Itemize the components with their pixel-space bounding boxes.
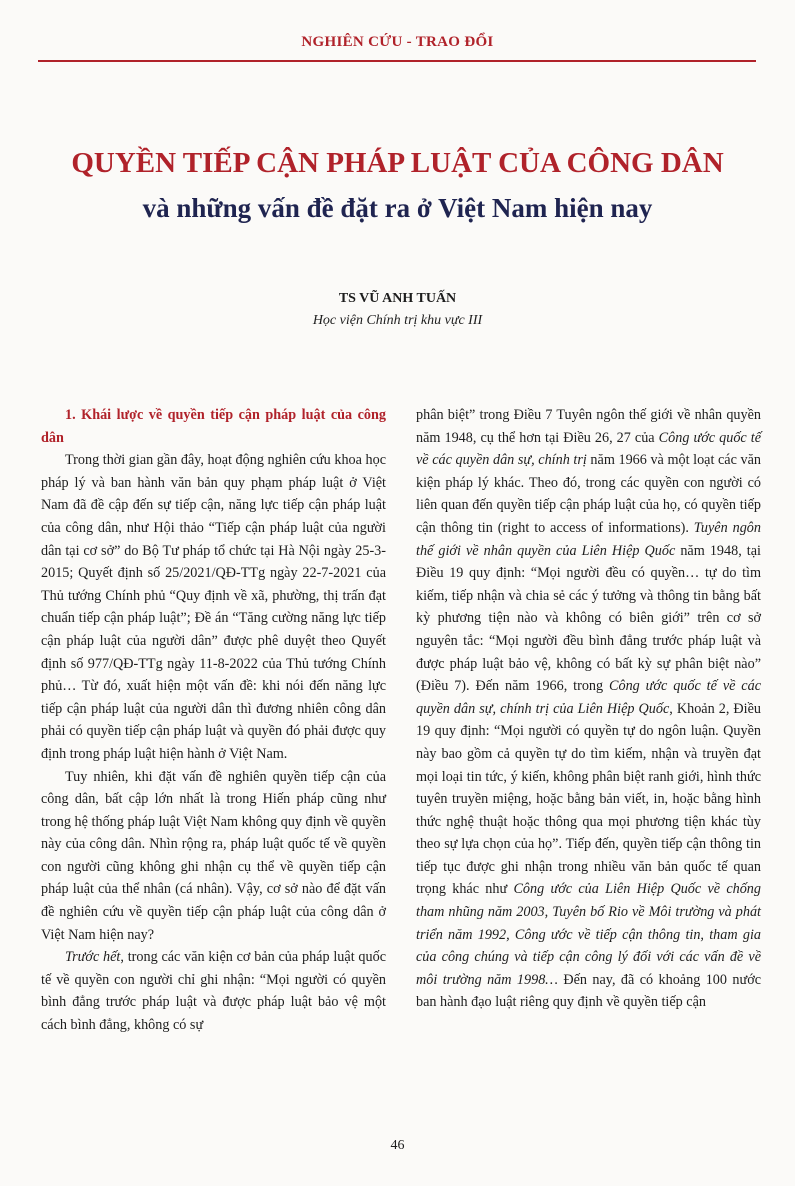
italic-run-3: Công ước quốc tế về các quyền dân sự, chính trị của Liên Hiệp Quốc	[416, 678, 761, 717]
text-run-3: năm 1948, tại Điều 19 quy định: “Mọi người đều có quyền… tự do tìm kiếm, tiếp nhận và chia sẻ các ý tưởng và thông tin bằng bất kỳ phương tiện nào và không có biên giới” trên cơ sở nguyên tắc: “Mọi người đều bình đẳng trước pháp luật và được pháp luật bảo vệ, không có bất kỳ sự phân biệt nào” (Điều 7). Đến năm 1966, trong	[416, 542, 761, 695]
paragraph-3-lead: Trước hết	[65, 949, 121, 966]
italic-run-1: Công ước quốc tế về các quyền dân sự, chính trị	[416, 429, 761, 469]
section-heading: 1. Khái lược về quyền tiếp cận pháp luật của công dân	[41, 407, 386, 446]
author-name: TS VŨ ANH TUẤN	[338, 291, 457, 306]
right-column	[416, 404, 761, 1014]
article-title: QUYỀN TIẾP CẬN PHÁP LUẬT CỦA CÔNG DÂN	[71, 147, 724, 179]
text-run-5: Đến nay, đã có khoảng 100 nước ban hành đạo luật riêng quy định về quyền tiếp cận	[416, 971, 761, 1011]
text-run-1: phân biệt” trong Điều 7 Tuyên ngôn thế giới về nhân quyền năm 1948, cụ thể hơn tại Điều 26, 27 của	[416, 407, 761, 446]
author-affiliation: Học viện Chính trị khu vực III	[312, 313, 483, 328]
section-header: NGHIÊN CỨU - TRAO ĐỔI	[301, 34, 494, 50]
paragraph-4	[416, 404, 761, 1014]
text-run-4: , Khoản 2, Điều 19 quy định: “Mọi người có quyền tự do ngôn luận. Quyền này bao gồm cả quyền tự do tìm kiếm, nhận và truyền đạt mọi loại tin tức, ý kiến, không phân biệt ranh giới, hình thức tuyên truyền miệng, hoặc bằng bản viết, in, hoặc bằng hình thức nghệ thuật hoặc thông qua mọi phương tiện khác tùy theo sự lựa chọn của họ”. Tiếp đến, quyền tiếp cận thông tin tiếp tục được ghi nhận trong nhiều văn bản quốc tế quan trọng khác như	[416, 700, 762, 898]
italic-run-4: Công ước của Liên Hiệp Quốc về chống tham nhũng năm 2003, Tuyên bố Rio về Môi trường và phát triển năm 1992, Công ước về tiếp cận thông tin, tham gia của công chúng và tiếp cận công lý đối với các vấn đề về môi trường năm 1998…	[416, 881, 761, 988]
italic-run-2: Tuyên ngôn thế giới về nhân quyền của Liên Hiệp Quốc	[416, 519, 761, 559]
left-column	[41, 404, 386, 1037]
paragraph-2: Tuy nhiên, khi đặt vấn đề nghiên quyền tiếp cận của công dân, bất cập lớn nhất là trong Hiến pháp cũng như trong hệ thống pháp luật Việt Nam không quy định về quyền này của công dân. Nhìn rộng ra, pháp luật quốc tế về quyền con người cũng không ghi nhận cụ thể về quyền tiếp cận pháp luật của thể nhân (cá nhân). Vậy, cơ sở nào để đặt vấn đề nghiên cứu về quyền tiếp cận pháp luật của công dân ở Việt Nam hiện nay?	[41, 768, 386, 943]
page-number: 46	[390, 1138, 405, 1153]
paragraph-3-text: , trong các văn kiện cơ bản của pháp luật quốc tế về quyền con người chỉ ghi nhận: “Mọi người có quyền bình đẳng trước pháp luật và được pháp luật bảo vệ một cách bình đẳng, không có sự	[41, 949, 387, 1034]
article-subtitle: và những vấn đề đặt ra ở Việt Nam hiện nay	[142, 193, 653, 223]
paragraph-1: Trong thời gian gần đây, hoạt động nghiên cứu khoa học pháp lý và ban hành văn bản quy phạm pháp luật ở Việt Nam đã đề cập đến sự tiếp cận, năng lực tiếp cận pháp luật của công dân, như Hội thảo “Tiếp cận pháp luật của người dân tại cơ sở” do Bộ Tư pháp tổ chức tại Hà Nội ngày 25-3-2015; Quyết định số 25/2021/QĐ-TTg ngày 22-7-2021 của Thủ tướng Chính phủ “Quy định về xã, phường, thị trấn đạt chuẩn tiếp cận pháp luật”; Đề án “Tăng cường năng lực tiếp cận pháp luật của người dân” được phê duyệt theo Quyết định số 977/QĐ-TTg ngày 11-8-2022 của Thủ tướng Chính phủ… Từ đó, xuất hiện một vấn đề: khi nói đến năng lực tiếp cận pháp luật của người dân thì đương nhiên công dân phải có quyền tiếp cận pháp luật và quyền đó phải được quy định trong pháp luật hiện hành ở Việt Nam.	[41, 452, 386, 762]
header-divider	[38, 60, 756, 62]
text-run-2: năm 1966 và một loạt các văn kiện pháp lý khác. Theo đó, trong các quyền con người có liên quan đến quyền tiếp cận pháp luật của họ, có quyền tiếp cận thông tin (right to access of informations).	[416, 452, 761, 536]
paragraph-3	[41, 946, 386, 1036]
